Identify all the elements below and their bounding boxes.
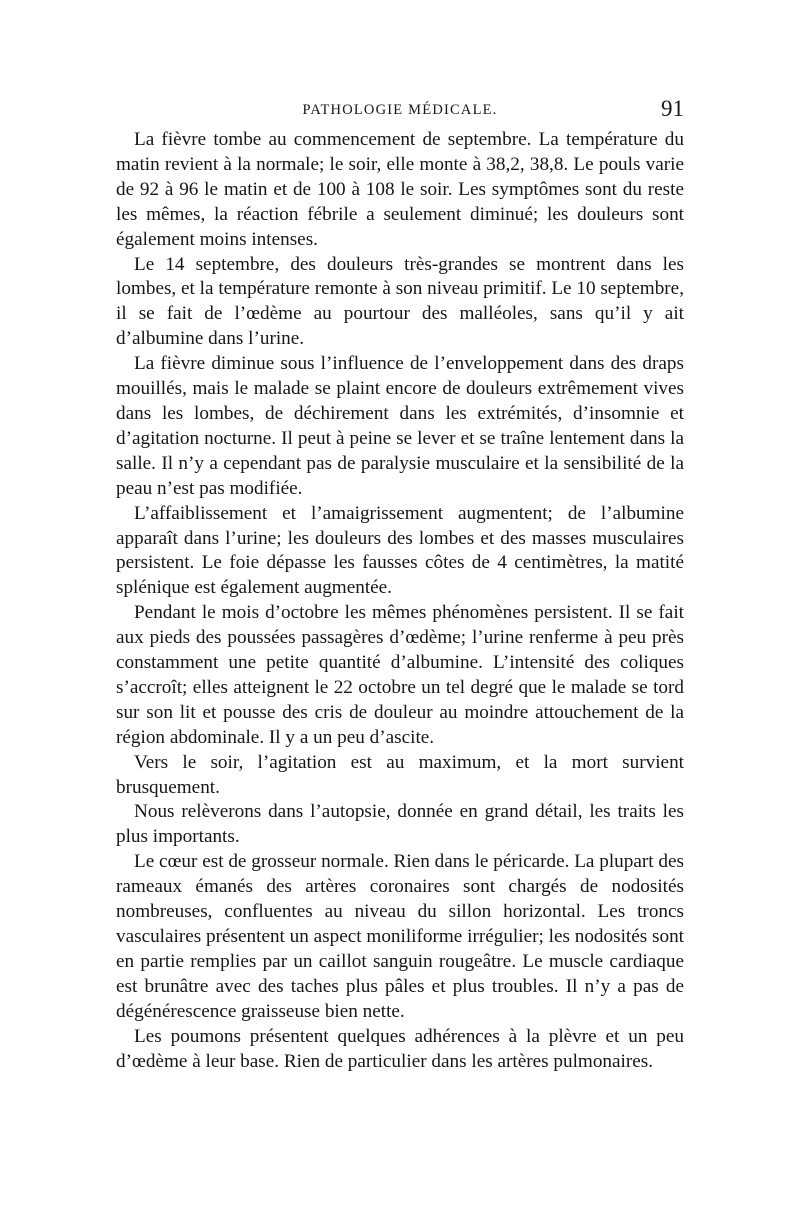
paragraph-heart: Le cœur est de grosseur normale. Rien dans le péricarde. La plupart des rameaux émanés des artères coronaires sont chargés de nodosités nombreuses, confluentes au niveau du sillon horizontal. Les troncs vasculaires présentent un aspect moniliforme irrégulier; les nodosités sont en partie remplies par un caillot sanguin rougeâtre. Le muscle cardiaque est brunâtre avec des taches plus pâles et plus troubles. Il n’y a pas de dégénérescence graisseuse bien nette. xyxy=(116,851,685,1022)
paragraph-lungs: Les poumons présentent quelques adhérences à la plèvre et un peu d’œdème à leur base. Rien de particulier dans les artères pulmonaires. xyxy=(116,1025,684,1072)
paragraph-death: Vers le soir, l’agitation est au maximum, et la mort survient brusquement. xyxy=(116,751,684,798)
paragraph-fever-september: La fièvre tombe au commencement de septembre. La température du matin revient à la normale; le soir, elle monte à 38,2, 38,8. Le pouls varie de 92 à 96 le matin et de 100 à 108 le soir. Les symptômes sont du reste les mêmes, la réaction fébrile a seulement diminué; les douleurs sont également moins intenses. xyxy=(116,129,684,250)
body-text xyxy=(116,128,684,1074)
running-head xyxy=(116,96,684,128)
paragraph-weakening: L’affaiblissement et l’amaigrissement augmentent; de l’albumine apparaît dans l’urine; les douleurs des lombes et des masses musculaires persistent. Le foie dépasse les fausses côtes de 4 centimètres, la matité splénique est également augmentée. xyxy=(116,502,684,599)
paragraph-october: Pendant le mois d’octobre les mêmes phénomènes persistent. Il se fait aux pieds des poussées passagères d’œdème; l’urine renferme à peu près constamment une petite quantité d’albumine. L’intensité des coliques s’accroît; elles atteignent le 22 octobre un tel degré que le malade se tord sur son lit et pousse des cris de douleur au moindre attouchement de la région abdominale. Il y a un peu d’ascite. xyxy=(116,602,684,748)
paragraph-autopsy-intro: Nous relèverons dans l’autopsie, donnée en grand détail, les traits les plus importants. xyxy=(116,801,684,848)
paragraph-lumbar-pain: Le 14 septembre, des douleurs très-grandes se montrent dans les lombes, et la température remonte à son niveau primitif. Le 10 septembre, il se fait de l’œdème au pourtour des malléoles, sans qu’il y ait d’albumine dans l’urine. xyxy=(116,253,684,350)
running-title: PATHOLOGIE MÉDICALE. xyxy=(302,102,498,118)
paragraph-wet-sheets: La fièvre diminue sous l’influence de l’enveloppement dans des draps mouillés, mais le malade se plaint encore de douleurs extrêmement vives dans les lombes, de déchirement dans les extrémités, d’insomnie et d’agitation nocturne. Il peut à peine se lever et se traîne lentement dans la salle. Il n’y a cependant pas de paralysie musculaire et la sensibilité de la peau n’est pas modifiée. xyxy=(116,353,684,499)
page-number: 91 xyxy=(661,96,684,121)
